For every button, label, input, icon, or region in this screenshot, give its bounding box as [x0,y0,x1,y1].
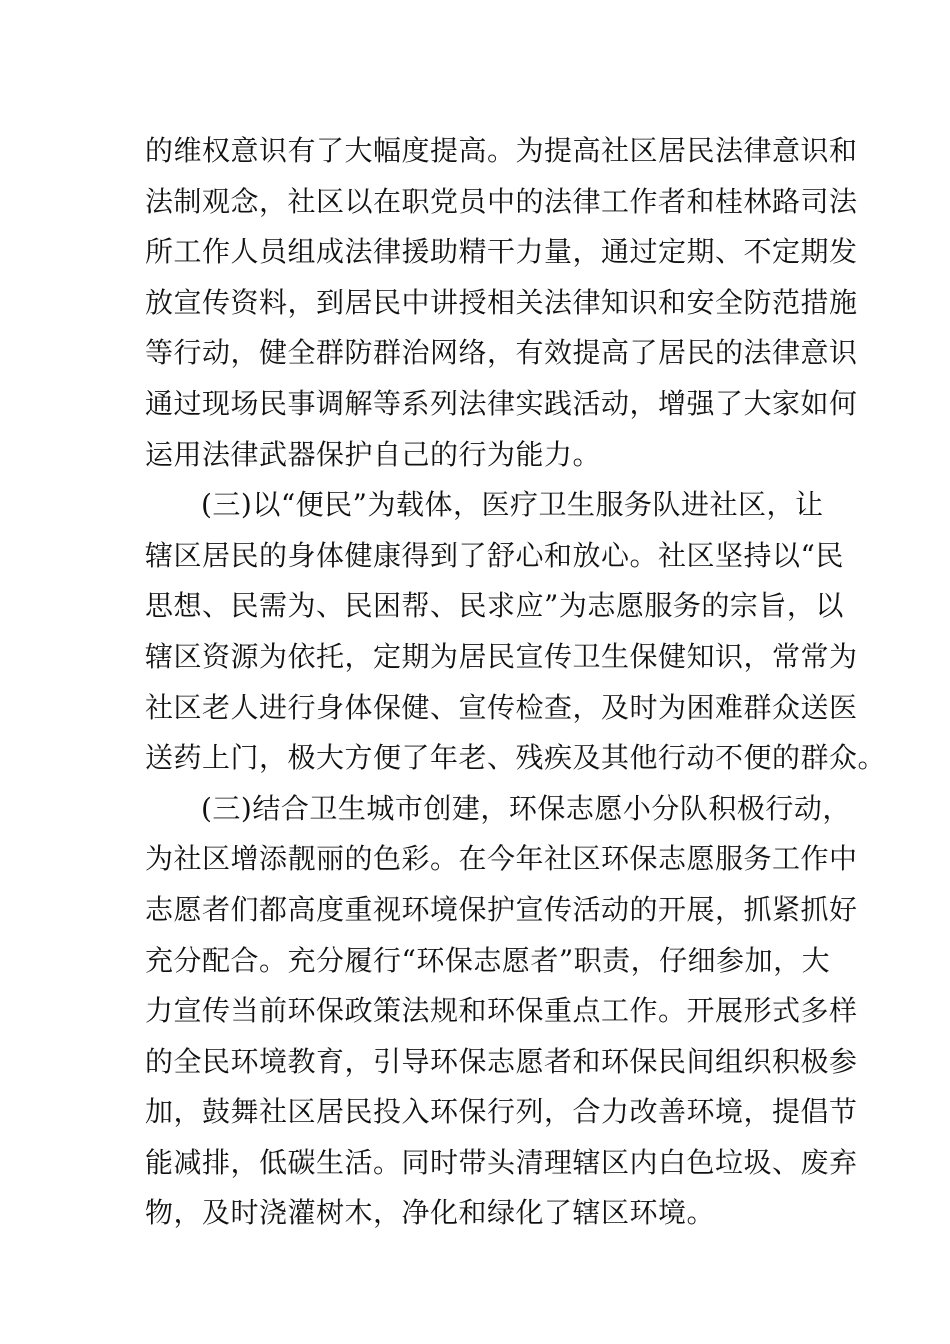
text-line: 力宣传当前环保政策法规和环保重点工作。开展形式多样 [145,994,858,1028]
text-line: 通过现场民事调解等系列法律实践活动，增强了大家如何 [145,386,858,420]
text-line: 辖区居民的身体健康得到了舒心和放心。社区坚持以“民 [145,538,844,572]
text-line: 社区老人进行身体保健、宣传检查，及时为困难群众送医 [145,690,858,724]
text-line: (三)结合卫生城市创建，环保志愿小分队积极行动， [201,791,851,825]
document-body [145,126,887,1239]
text-line: 送药上门，极大方便了年老、残疾及其他行动不便的群众。 [145,741,887,775]
text-line: 运用法律武器保护自己的行为能力。 [145,437,602,471]
text-line: 志愿者们都高度重视环境保护宣传活动的开展，抓紧抓好 [145,892,858,926]
paragraph-environment [145,784,858,1239]
paragraph-medical-service [145,480,887,784]
text-line: 的维权意识有了大幅度提高。为提高社区居民法律意识和 [145,134,858,167]
text-line: 所工作人员组成法律援助精干力量，通过定期、不定期发 [145,235,858,269]
text-line: 思想、民需为、民困帮、民求应”为志愿服务的宗旨，以 [145,589,844,623]
text-line: 法制观念，社区以在职党员中的法律工作者和桂林路司法 [145,184,858,218]
text-line: 等行动，健全群防群治网络，有效提高了居民的法律意识 [145,336,858,370]
text-line: 的全民环境教育，引导环保志愿者和环保民间组织积极参 [145,1044,858,1078]
text-line: 能减排，低碳生活。同时带头清理辖区内白色垃圾、废弃 [145,1145,858,1179]
text-line: 充分配合。充分履行“环保志愿者”职责，仔细参加，大 [145,943,831,977]
text-line: 放宣传资料，到居民中讲授相关法律知识和安全防范措施 [145,285,858,319]
text-line: 加，鼓舞社区居民投入环保行列，合力改善环境，提倡节 [145,1095,858,1129]
paragraph-legal-awareness [145,126,858,480]
text-line: 为社区增添靓丽的色彩。在今年社区环保志愿服务工作中 [145,842,858,876]
text-line: 辖区资源为依托，定期为居民宣传卫生保健知识，常常为 [145,639,858,673]
text-line: 物，及时浇灌树木，净化和绿化了辖区环境。 [145,1196,716,1230]
text-line: (三)以“便民”为载体，医疗卫生服务队进社区，让 [201,488,824,522]
